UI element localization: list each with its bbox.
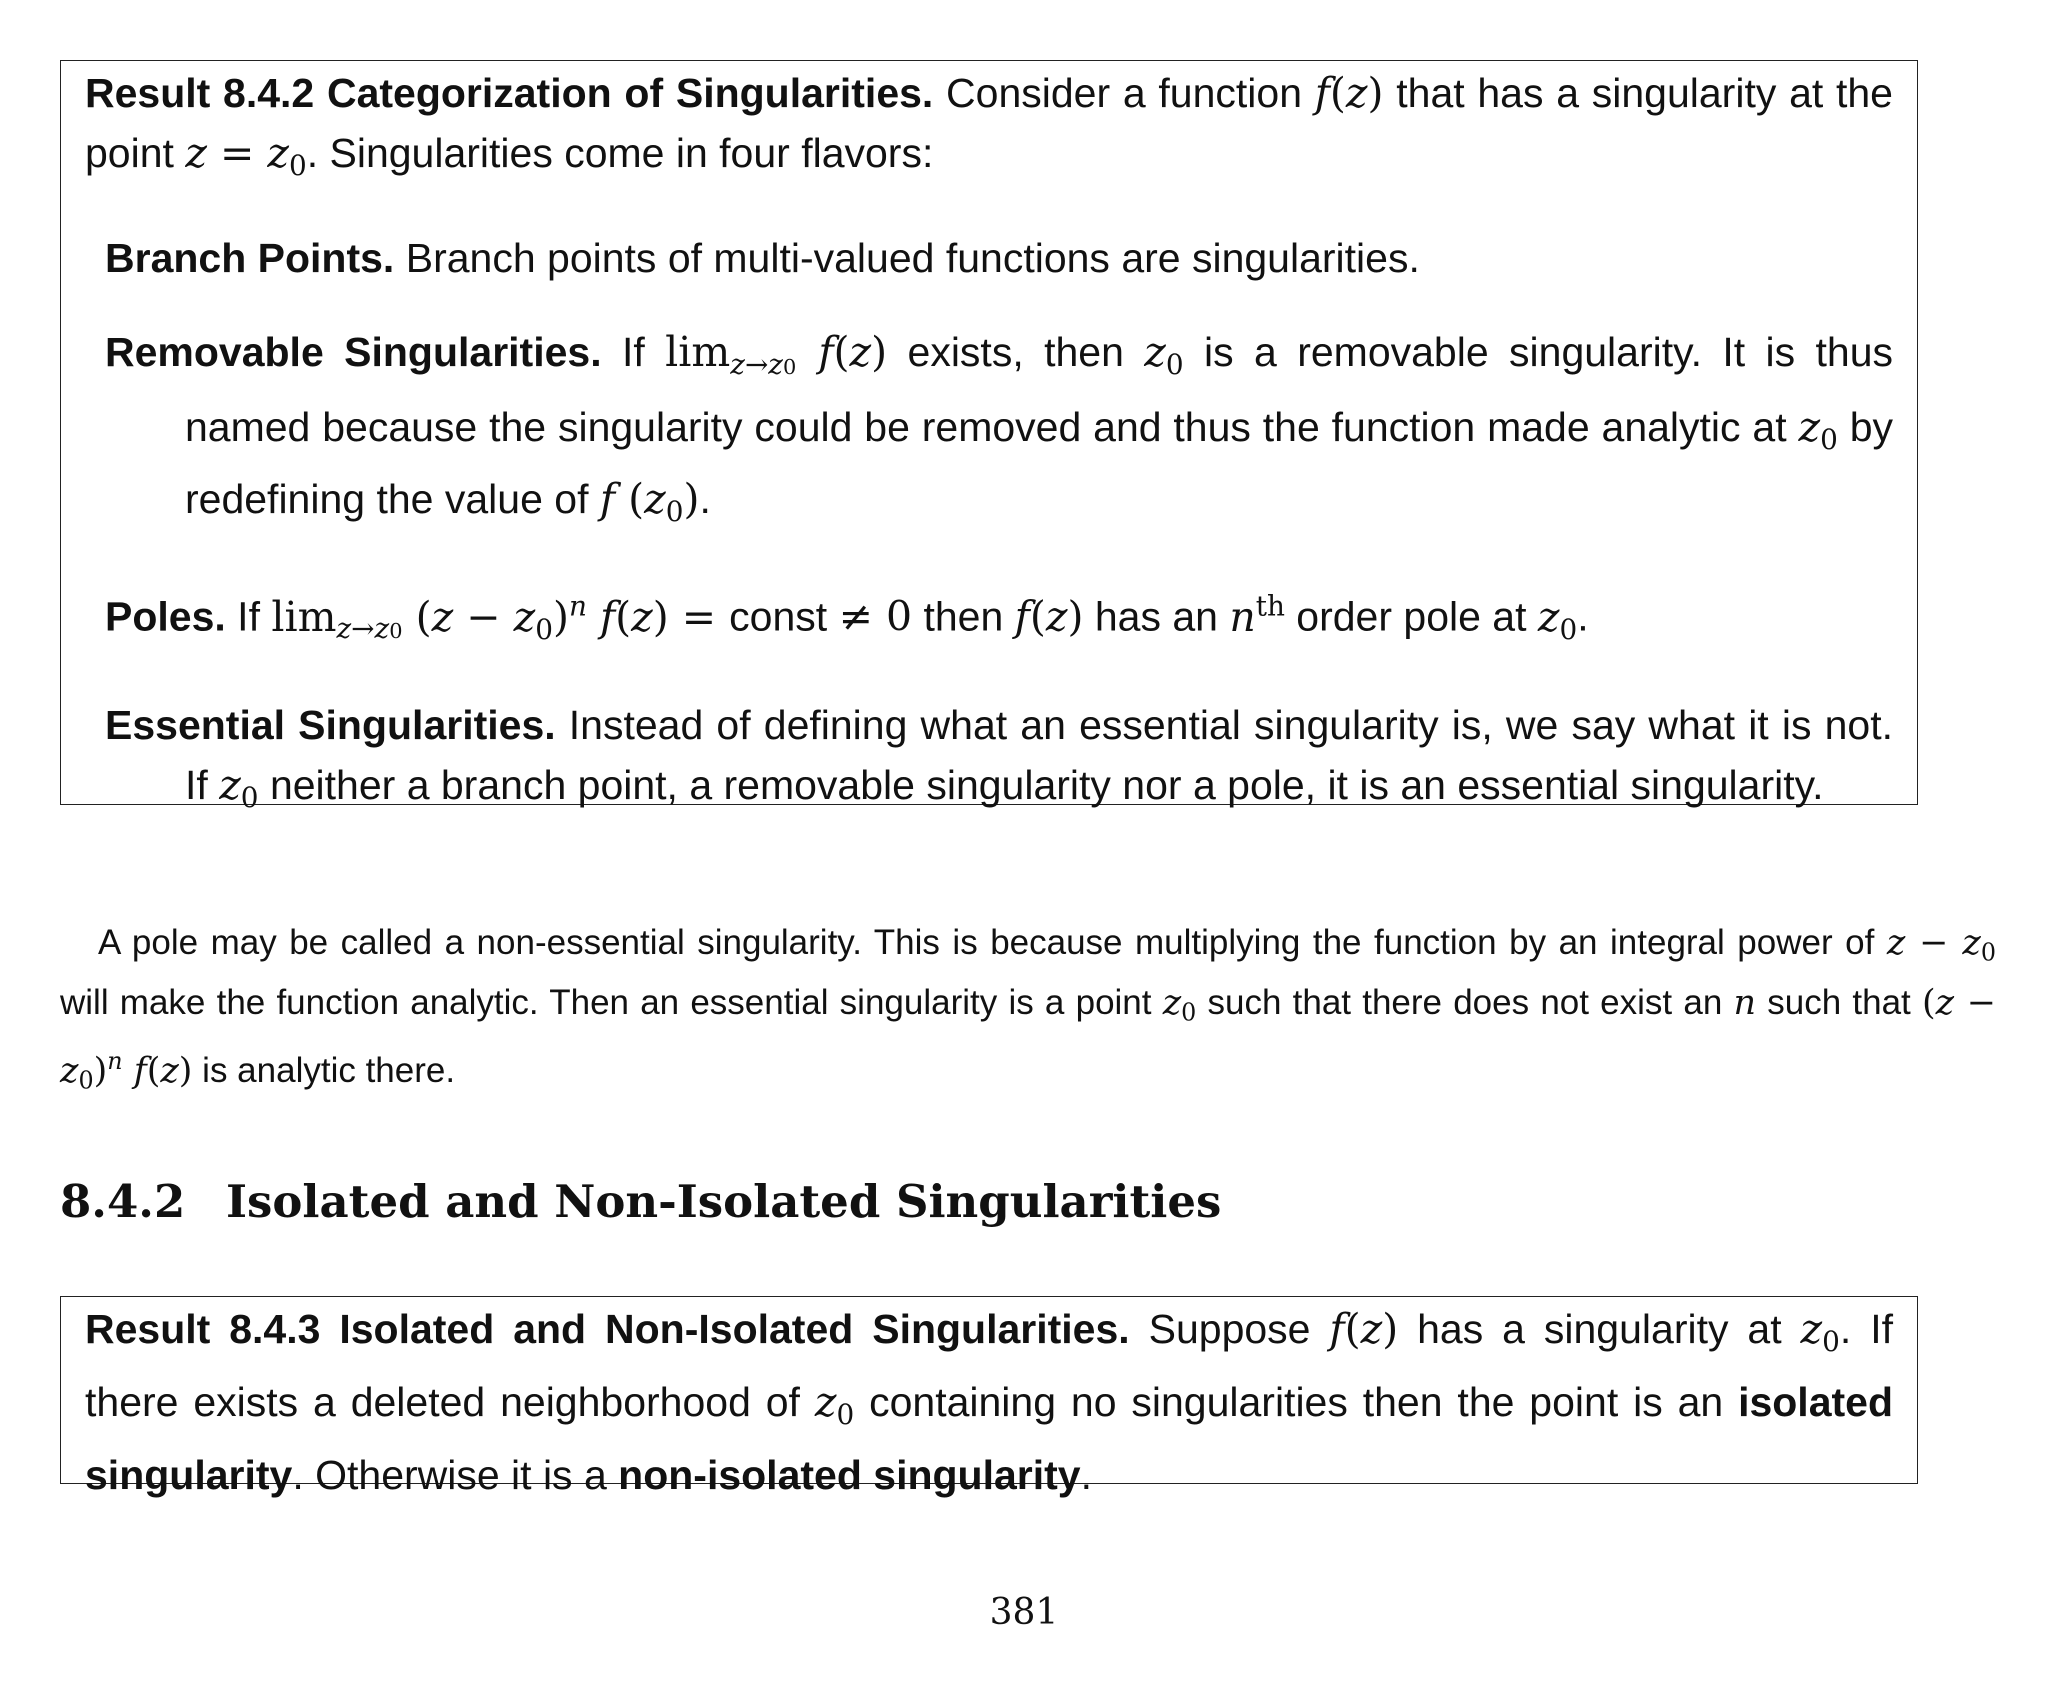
- math-z0: $z_0$: [814, 1377, 855, 1431]
- math-z0: $z_0$: [219, 761, 259, 815]
- math-power-fz: $(z - z_0)^n$ f(z): [60, 982, 1997, 1096]
- removable-singularities-item: Removable Singularities. If $\lim_{z\to z0} f(z)$ exists, then $z_0$ is a removable singularity. It is thus named because the singularity could be removed and thus the function made analytic at $z_0$ by redefining the value of f $(z_0)$.: [105, 327, 1893, 529]
- math-fz: f(z): [1014, 592, 1084, 641]
- math-f-z0: f $(z_0)$: [599, 475, 700, 529]
- section-heading: [60, 1172, 1221, 1232]
- poles-heading: Poles.: [105, 593, 226, 640]
- math-fz: f(z): [1314, 69, 1384, 117]
- poles-item: Poles. If $\lim_{z\to z0} (z - z_0)^n$ f(z) = const ≠ 0 then f(z) has an $n^{th}$ order pole at $z_0$.: [105, 589, 1589, 646]
- math-fz: f(z): [1329, 1305, 1399, 1353]
- result-8-4-3-title: Result 8.4.3 Isolated and Non-Isolated Singularities.: [85, 1306, 1130, 1352]
- math-z0: $z_0$: [1162, 982, 1197, 1027]
- result-8-4-2-box: [60, 60, 1918, 815]
- math-z-eq-z0: $z = z_0$: [185, 129, 307, 182]
- branch-points-item: Branch Points. Branch points of multi-valued functions are singularities.: [105, 234, 1420, 281]
- math-nth: $n^{th}$: [1229, 589, 1285, 641]
- body-paragraph: A pole may be called a non-essential singularity. This is because multiplying the function by an integral power of $z - z_0$ will make the function analytic. Then an essential singularity is a point $z_0$ such that there does not exist an n such that $(z - z_0)^n$ f(z) is analytic there.: [60, 923, 1997, 1096]
- section-title: Isolated and Non-Isolated Singularities: [226, 1175, 1222, 1228]
- math-z-minus-z0: $z - z_0$: [1886, 923, 1997, 967]
- essential-singularities-heading: Essential Singularities.: [105, 702, 556, 749]
- section-number: 8.4.2: [60, 1175, 186, 1228]
- result-8-4-3-text: Result 8.4.3 Isolated and Non-Isolated Singularities. Suppose f(z) has a singularity at $z_0$. If there exists a deleted neighborhood of $z_0$ containing no singularities then the point is an isolated singularity. Otherwise it is a non-isolated singularity.: [85, 1305, 1893, 1498]
- math-z0: $z_0$: [1537, 592, 1578, 646]
- removable-singularities-heading: Removable Singularities.: [105, 328, 602, 375]
- page-number: 381: [989, 1592, 1059, 1633]
- math-neq-zero: ≠ 0: [838, 592, 913, 641]
- essential-singularities-item: Essential Singularities. Instead of defining what an essential singularity is, we say what it is not. If $z_0$ neither a branch point, a removable singularity nor a pole, it is an essential singularity.: [105, 702, 1893, 815]
- math-z0: $z_0$: [1144, 327, 1184, 381]
- math-lim-fz: $\lim_{z\to z0} f(z)$: [665, 327, 888, 381]
- result-8-4-2-intro: Result 8.4.2 Categorization of Singularities. Consider a function f(z) that has a singularity at the point $z = z_0$. Singularities come in four flavors:: [85, 69, 1893, 182]
- math-n: n: [1733, 982, 1757, 1023]
- result-8-4-3-box: [60, 1296, 1918, 1498]
- branch-points-heading: Branch Points.: [105, 234, 395, 281]
- isolated-singularity-term: isolated singularity: [85, 1378, 1893, 1498]
- math-z0: $z_0$: [1798, 402, 1838, 456]
- math-lim-pole: $\lim_{z\to z0} (z - z_0)^n$ f(z) =: [271, 589, 730, 646]
- non-isolated-singularity-term: non-isolated singularity: [618, 1451, 1081, 1498]
- math-z0: $z_0$: [1800, 1305, 1840, 1358]
- result-8-4-2-title: Result 8.4.2 Categorization of Singularities.: [85, 70, 934, 116]
